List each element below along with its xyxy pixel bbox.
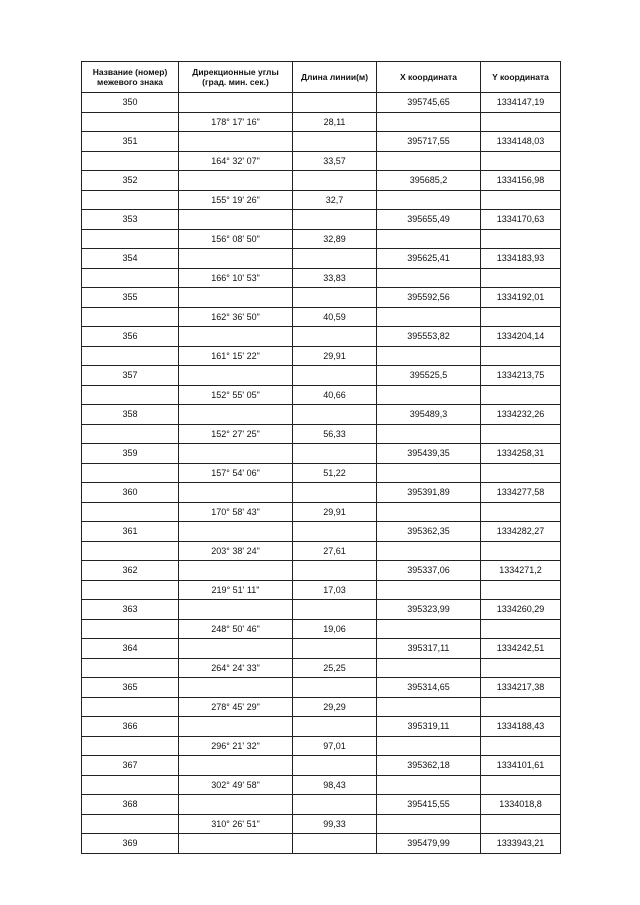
cell-bearing: 310° 26' 51" [179,814,293,834]
cell-marker-name [82,424,179,444]
cell-line-length: 17,03 [293,580,377,600]
cell-x-coordinate: 395685,2 [377,171,481,191]
cell-y-coordinate [481,658,561,678]
table-row [82,366,561,386]
table-row [82,795,561,815]
cell-line-length: 25,25 [293,658,377,678]
cell-x-coordinate [377,385,481,405]
cell-bearing [179,327,293,347]
cell-marker-name: 353 [82,210,179,230]
cell-x-coordinate: 395439,35 [377,444,481,464]
cell-marker-name: 366 [82,717,179,737]
cell-y-coordinate: 1334170,63 [481,210,561,230]
table-row [82,541,561,561]
cell-y-coordinate: 1334156,98 [481,171,561,191]
cell-line-length: 19,06 [293,619,377,639]
table-row [82,522,561,542]
cell-y-coordinate [481,814,561,834]
cell-line-length: 97,01 [293,736,377,756]
cell-y-coordinate [481,385,561,405]
cell-y-coordinate: 1334101,61 [481,756,561,776]
cell-bearing: 166° 10' 53" [179,268,293,288]
table-row [82,229,561,249]
table-header-row [82,62,561,93]
cell-y-coordinate: 1334258,31 [481,444,561,464]
cell-marker-name [82,697,179,717]
cell-x-coordinate [377,502,481,522]
cell-line-length: 33,57 [293,151,377,171]
table-row [82,717,561,737]
cell-line-length [293,600,377,620]
table-row [82,678,561,698]
cell-x-coordinate: 395415,55 [377,795,481,815]
cell-bearing: 170° 58' 43" [179,502,293,522]
table-row [82,171,561,191]
cell-marker-name [82,307,179,327]
table-row [82,405,561,425]
header-y-coordinate: Y координата [481,62,561,93]
table-row [82,658,561,678]
cell-bearing: 219° 51' 11" [179,580,293,600]
cell-y-coordinate [481,151,561,171]
cell-line-length [293,756,377,776]
table-row [82,93,561,113]
cell-bearing [179,678,293,698]
cell-bearing: 203° 38' 24" [179,541,293,561]
cell-bearing [179,405,293,425]
table-row [82,600,561,620]
cell-line-length: 27,61 [293,541,377,561]
cell-bearing [179,795,293,815]
table-row [82,346,561,366]
cell-y-coordinate [481,424,561,444]
cell-y-coordinate [481,346,561,366]
cell-marker-name: 363 [82,600,179,620]
table-row [82,112,561,132]
cell-marker-name: 356 [82,327,179,347]
table-row [82,327,561,347]
table-row [82,307,561,327]
table-row [82,814,561,834]
cell-line-length [293,561,377,581]
cell-bearing [179,483,293,503]
cell-marker-name: 361 [82,522,179,542]
cell-line-length: 40,66 [293,385,377,405]
cell-line-length [293,444,377,464]
cell-line-length [293,171,377,191]
cell-marker-name [82,580,179,600]
cell-bearing [179,561,293,581]
cell-y-coordinate: 1334271,2 [481,561,561,581]
cell-y-coordinate: 1334232,26 [481,405,561,425]
cell-bearing [179,639,293,659]
cell-bearing: 161° 15' 22" [179,346,293,366]
cell-marker-name [82,775,179,795]
table-row [82,190,561,210]
cell-line-length: 33,83 [293,268,377,288]
cell-x-coordinate: 395323,99 [377,600,481,620]
table-row [82,736,561,756]
cell-marker-name: 369 [82,834,179,854]
header-bearing-line1: Дирекционные углы [192,67,279,77]
cell-marker-name: 360 [82,483,179,503]
cell-bearing: 156° 08' 50" [179,229,293,249]
cell-marker-name: 354 [82,249,179,269]
cell-marker-name [82,229,179,249]
cell-bearing: 248° 50' 46" [179,619,293,639]
cell-line-length [293,288,377,308]
table-row [82,444,561,464]
cell-y-coordinate: 1334217,38 [481,678,561,698]
cell-line-length [293,366,377,386]
cell-x-coordinate [377,112,481,132]
cell-marker-name: 351 [82,132,179,152]
cell-marker-name [82,658,179,678]
cell-x-coordinate [377,190,481,210]
table-row [82,502,561,522]
cell-x-coordinate: 395479,99 [377,834,481,854]
cell-line-length: 32,89 [293,229,377,249]
cell-bearing: 302° 49' 58" [179,775,293,795]
cell-y-coordinate [481,580,561,600]
cell-x-coordinate: 395625,41 [377,249,481,269]
table-row [82,775,561,795]
boundary-coordinates-table [81,61,561,854]
cell-bearing [179,366,293,386]
cell-bearing [179,444,293,464]
cell-line-length [293,795,377,815]
table-row [82,619,561,639]
header-marker-name-line2: межевого знака [97,77,163,87]
cell-line-length [293,522,377,542]
cell-y-coordinate: 1334260,29 [481,600,561,620]
cell-x-coordinate [377,424,481,444]
header-bearing-line2: (град. мин. сек.) [202,77,269,87]
cell-marker-name [82,619,179,639]
cell-bearing [179,717,293,737]
cell-line-length [293,639,377,659]
cell-y-coordinate [481,502,561,522]
cell-bearing: 152° 55' 05" [179,385,293,405]
cell-x-coordinate: 395655,49 [377,210,481,230]
cell-bearing [179,132,293,152]
table-row [82,463,561,483]
cell-line-length [293,678,377,698]
table-row [82,561,561,581]
cell-x-coordinate [377,658,481,678]
cell-line-length: 29,91 [293,502,377,522]
cell-bearing [179,210,293,230]
cell-marker-name [82,346,179,366]
table-row [82,756,561,776]
cell-x-coordinate [377,736,481,756]
cell-line-length: 99,33 [293,814,377,834]
cell-y-coordinate: 1334282,27 [481,522,561,542]
cell-line-length: 32,7 [293,190,377,210]
cell-y-coordinate: 1334213,75 [481,366,561,386]
table-row [82,151,561,171]
cell-y-coordinate [481,775,561,795]
cell-y-coordinate: 1334018,8 [481,795,561,815]
cell-marker-name: 355 [82,288,179,308]
cell-x-coordinate: 395745,65 [377,93,481,113]
cell-bearing: 164° 32' 07" [179,151,293,171]
cell-bearing: 162° 36' 50" [179,307,293,327]
cell-bearing [179,249,293,269]
header-bearing [179,62,293,93]
cell-marker-name [82,502,179,522]
cell-line-length [293,834,377,854]
cell-marker-name: 365 [82,678,179,698]
cell-line-length: 98,43 [293,775,377,795]
cell-line-length [293,405,377,425]
cell-y-coordinate [481,541,561,561]
cell-y-coordinate: 1334277,58 [481,483,561,503]
cell-y-coordinate [481,619,561,639]
cell-y-coordinate [481,697,561,717]
cell-line-length [293,132,377,152]
cell-y-coordinate: 1334242,51 [481,639,561,659]
cell-bearing [179,834,293,854]
table-body [82,93,561,854]
cell-x-coordinate: 395525,5 [377,366,481,386]
cell-y-coordinate: 1334147,19 [481,93,561,113]
cell-x-coordinate: 395391,89 [377,483,481,503]
cell-x-coordinate [377,268,481,288]
cell-x-coordinate [377,541,481,561]
cell-marker-name [82,541,179,561]
cell-x-coordinate [377,151,481,171]
cell-x-coordinate [377,775,481,795]
table-row [82,210,561,230]
cell-marker-name: 368 [82,795,179,815]
cell-y-coordinate [481,190,561,210]
cell-line-length: 28,11 [293,112,377,132]
table-row [82,580,561,600]
cell-x-coordinate: 395319,11 [377,717,481,737]
table-row [82,132,561,152]
cell-y-coordinate [481,229,561,249]
cell-bearing: 155° 19' 26" [179,190,293,210]
cell-x-coordinate: 395592,56 [377,288,481,308]
header-marker-name-line1: Название (номер) [92,67,168,77]
cell-line-length [293,717,377,737]
cell-marker-name: 362 [82,561,179,581]
cell-x-coordinate [377,697,481,717]
cell-line-length [293,327,377,347]
cell-bearing [179,171,293,191]
cell-line-length: 29,91 [293,346,377,366]
cell-marker-name: 358 [82,405,179,425]
table-row [82,385,561,405]
cell-line-length [293,210,377,230]
cell-marker-name: 350 [82,93,179,113]
cell-bearing [179,288,293,308]
table-row [82,424,561,444]
cell-marker-name [82,112,179,132]
cell-y-coordinate: 1334204,14 [481,327,561,347]
cell-y-coordinate [481,268,561,288]
header-line-length: Длина линии(м) [293,62,377,93]
table-row [82,483,561,503]
cell-marker-name [82,463,179,483]
table-row [82,834,561,854]
table-row [82,288,561,308]
table-row [82,249,561,269]
cell-x-coordinate: 395317,11 [377,639,481,659]
cell-x-coordinate [377,346,481,366]
cell-y-coordinate [481,736,561,756]
cell-marker-name [82,814,179,834]
cell-marker-name [82,385,179,405]
cell-bearing: 296° 21' 32" [179,736,293,756]
header-x-coordinate: X координата [377,62,481,93]
cell-bearing: 178° 17' 16" [179,112,293,132]
cell-line-length: 56,33 [293,424,377,444]
cell-bearing [179,93,293,113]
cell-x-coordinate [377,307,481,327]
cell-marker-name: 357 [82,366,179,386]
cell-y-coordinate [481,112,561,132]
cell-bearing: 152° 27' 25" [179,424,293,444]
cell-bearing [179,522,293,542]
cell-x-coordinate: 395489,3 [377,405,481,425]
cell-line-length [293,483,377,503]
cell-y-coordinate [481,463,561,483]
cell-bearing: 278° 45' 29" [179,697,293,717]
cell-x-coordinate: 395362,35 [377,522,481,542]
cell-x-coordinate [377,814,481,834]
cell-bearing: 157° 54' 06" [179,463,293,483]
cell-bearing [179,600,293,620]
cell-y-coordinate: 1333943,21 [481,834,561,854]
cell-marker-name [82,190,179,210]
cell-line-length [293,249,377,269]
cell-marker-name: 359 [82,444,179,464]
cell-marker-name [82,736,179,756]
cell-y-coordinate [481,307,561,327]
cell-y-coordinate: 1334192,01 [481,288,561,308]
cell-x-coordinate: 395314,65 [377,678,481,698]
cell-x-coordinate [377,619,481,639]
cell-x-coordinate [377,463,481,483]
cell-x-coordinate [377,229,481,249]
cell-marker-name: 367 [82,756,179,776]
header-marker-name [82,62,179,93]
cell-bearing [179,756,293,776]
cell-y-coordinate: 1334148,03 [481,132,561,152]
cell-marker-name: 364 [82,639,179,659]
cell-x-coordinate: 395553,82 [377,327,481,347]
cell-line-length: 40,59 [293,307,377,327]
cell-x-coordinate [377,580,481,600]
cell-x-coordinate: 395362,18 [377,756,481,776]
cell-x-coordinate: 395337,06 [377,561,481,581]
cell-y-coordinate: 1334183,93 [481,249,561,269]
cell-marker-name: 352 [82,171,179,191]
cell-y-coordinate: 1334188,43 [481,717,561,737]
table-row [82,268,561,288]
table-row [82,697,561,717]
cell-x-coordinate: 395717,55 [377,132,481,152]
table-row [82,639,561,659]
cell-bearing: 264° 24' 33" [179,658,293,678]
cell-line-length: 51,22 [293,463,377,483]
cell-marker-name [82,151,179,171]
cell-line-length [293,93,377,113]
cell-line-length: 29,29 [293,697,377,717]
cell-marker-name [82,268,179,288]
